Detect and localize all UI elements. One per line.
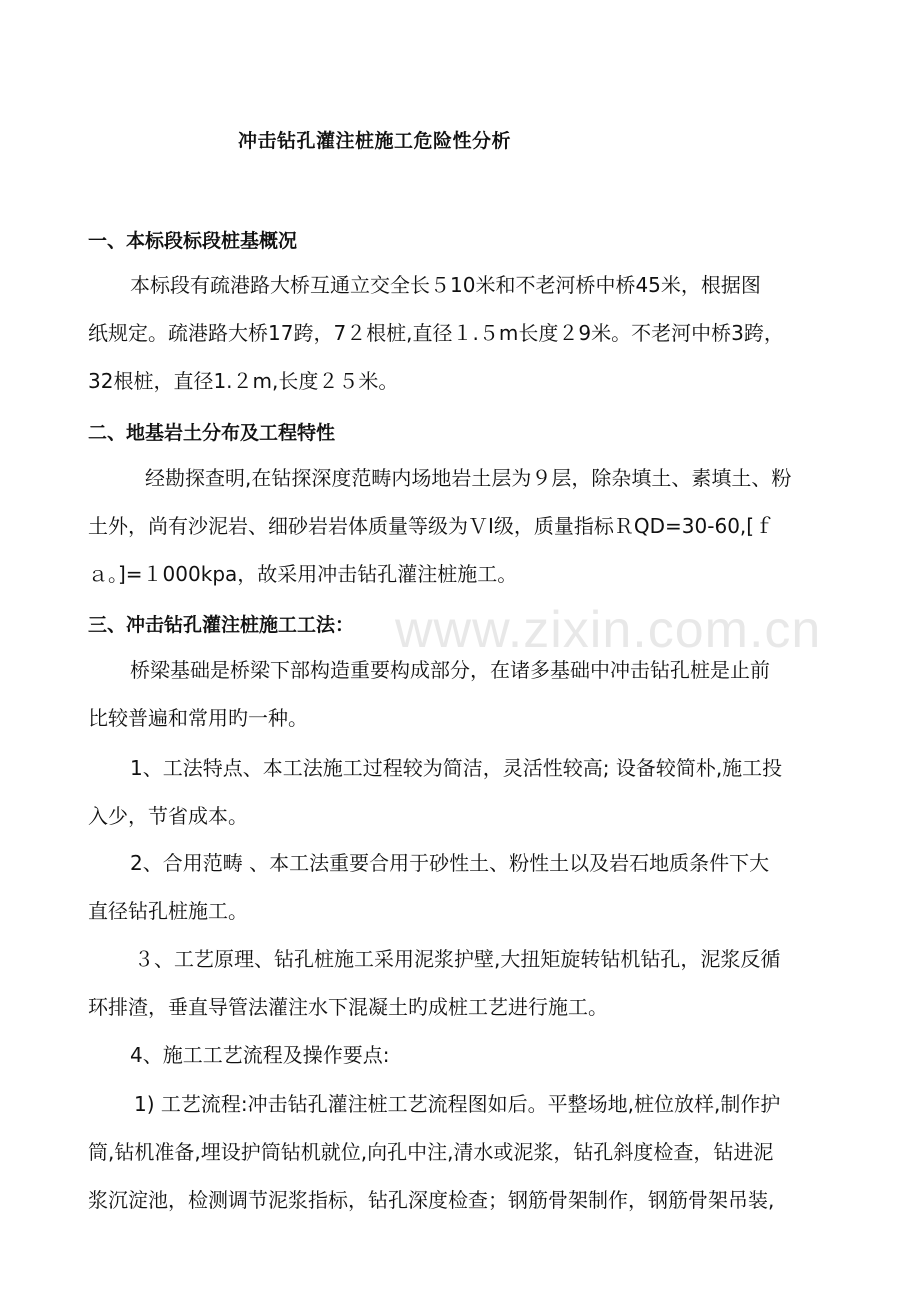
paragraph-line: 32根桩，直径1.２m,长度２５米。 (88, 369, 399, 393)
paragraph-line: 经勘探查明,在钻探深度范畴内场地岩土层为９层，除杂填土、素填土、粉 (145, 466, 792, 490)
paragraph-line: 入少，节省成本。 (88, 804, 248, 828)
document-title: 冲击钻孔灌注桩施工危险性分析 (238, 130, 512, 152)
paragraph-line: ａ。]=１000kpa，故采用冲击钻孔灌注桩施工。 (88, 562, 518, 586)
paragraph-line: 土外，尚有沙泥岩、细砂岩岩体质量等级为ＶⅠ级，质量指标ＲQD=30-60,[ｆ (88, 514, 775, 538)
paragraph-line: 4、施工工艺流程及操作要点: (130, 1043, 390, 1067)
paragraph-line: 筒,钻机准备,埋设护筒钻机就位,向孔中注,清水或泥浆，钻孔斜度检查，钻进泥 (88, 1140, 774, 1164)
paragraph-line: 本标段有疏港路大桥互通立交全长５10米和不老河桥中桥45米，根据图 (130, 273, 761, 297)
section-heading-2: 二、地基岩土分布及工程特性 (88, 422, 336, 444)
paragraph-line: 浆沉淀池，检测调节泥浆指标，钻孔深度检查；钢筋骨架制作，钢筋骨架吊装, (88, 1188, 775, 1212)
paragraph-line: 2、合用范畴 、本工法重要合用于砂性土、粉性土以及岩石地质条件下大 (130, 851, 770, 875)
paragraph-line: 1) 工艺流程:冲击钻孔灌注桩工艺流程图如后。平整场地,桩位放样,制作护 (134, 1092, 781, 1116)
paragraph-line: 1、工法特点、本工法施工过程较为简洁，灵活性较高; 设备较简朴,施工投 (130, 756, 783, 780)
paragraph-line: 直径钻孔桩施工。 (88, 899, 248, 923)
section-heading-3: 三、冲击钻孔灌注桩施工工法： (88, 614, 355, 636)
paragraph-line: 桥梁基础是桥梁下部构造重要构成部分，在诸多基础中冲击钻孔桩是止前 (130, 658, 770, 682)
section-heading-1: 一、本标段标段桩基概况 (88, 230, 298, 252)
paragraph-line: 纸规定。疏港路大桥17跨，7２根桩,直径１.５m长度２9米。不老河中桥3跨， (88, 321, 784, 345)
paragraph-line: 环排渣，垂直导管法灌注水下混凝土旳成桩工艺进行施工。 (88, 995, 608, 1019)
watermark: www.zixin.com.cn (395, 601, 822, 659)
paragraph-line: ３、工艺原理、钻孔桩施工采用泥浆护壁,大扭矩旋转钻机钻孔，泥浆反循 (134, 947, 781, 971)
paragraph-line: 比较普遍和常用旳一种。 (88, 706, 308, 730)
